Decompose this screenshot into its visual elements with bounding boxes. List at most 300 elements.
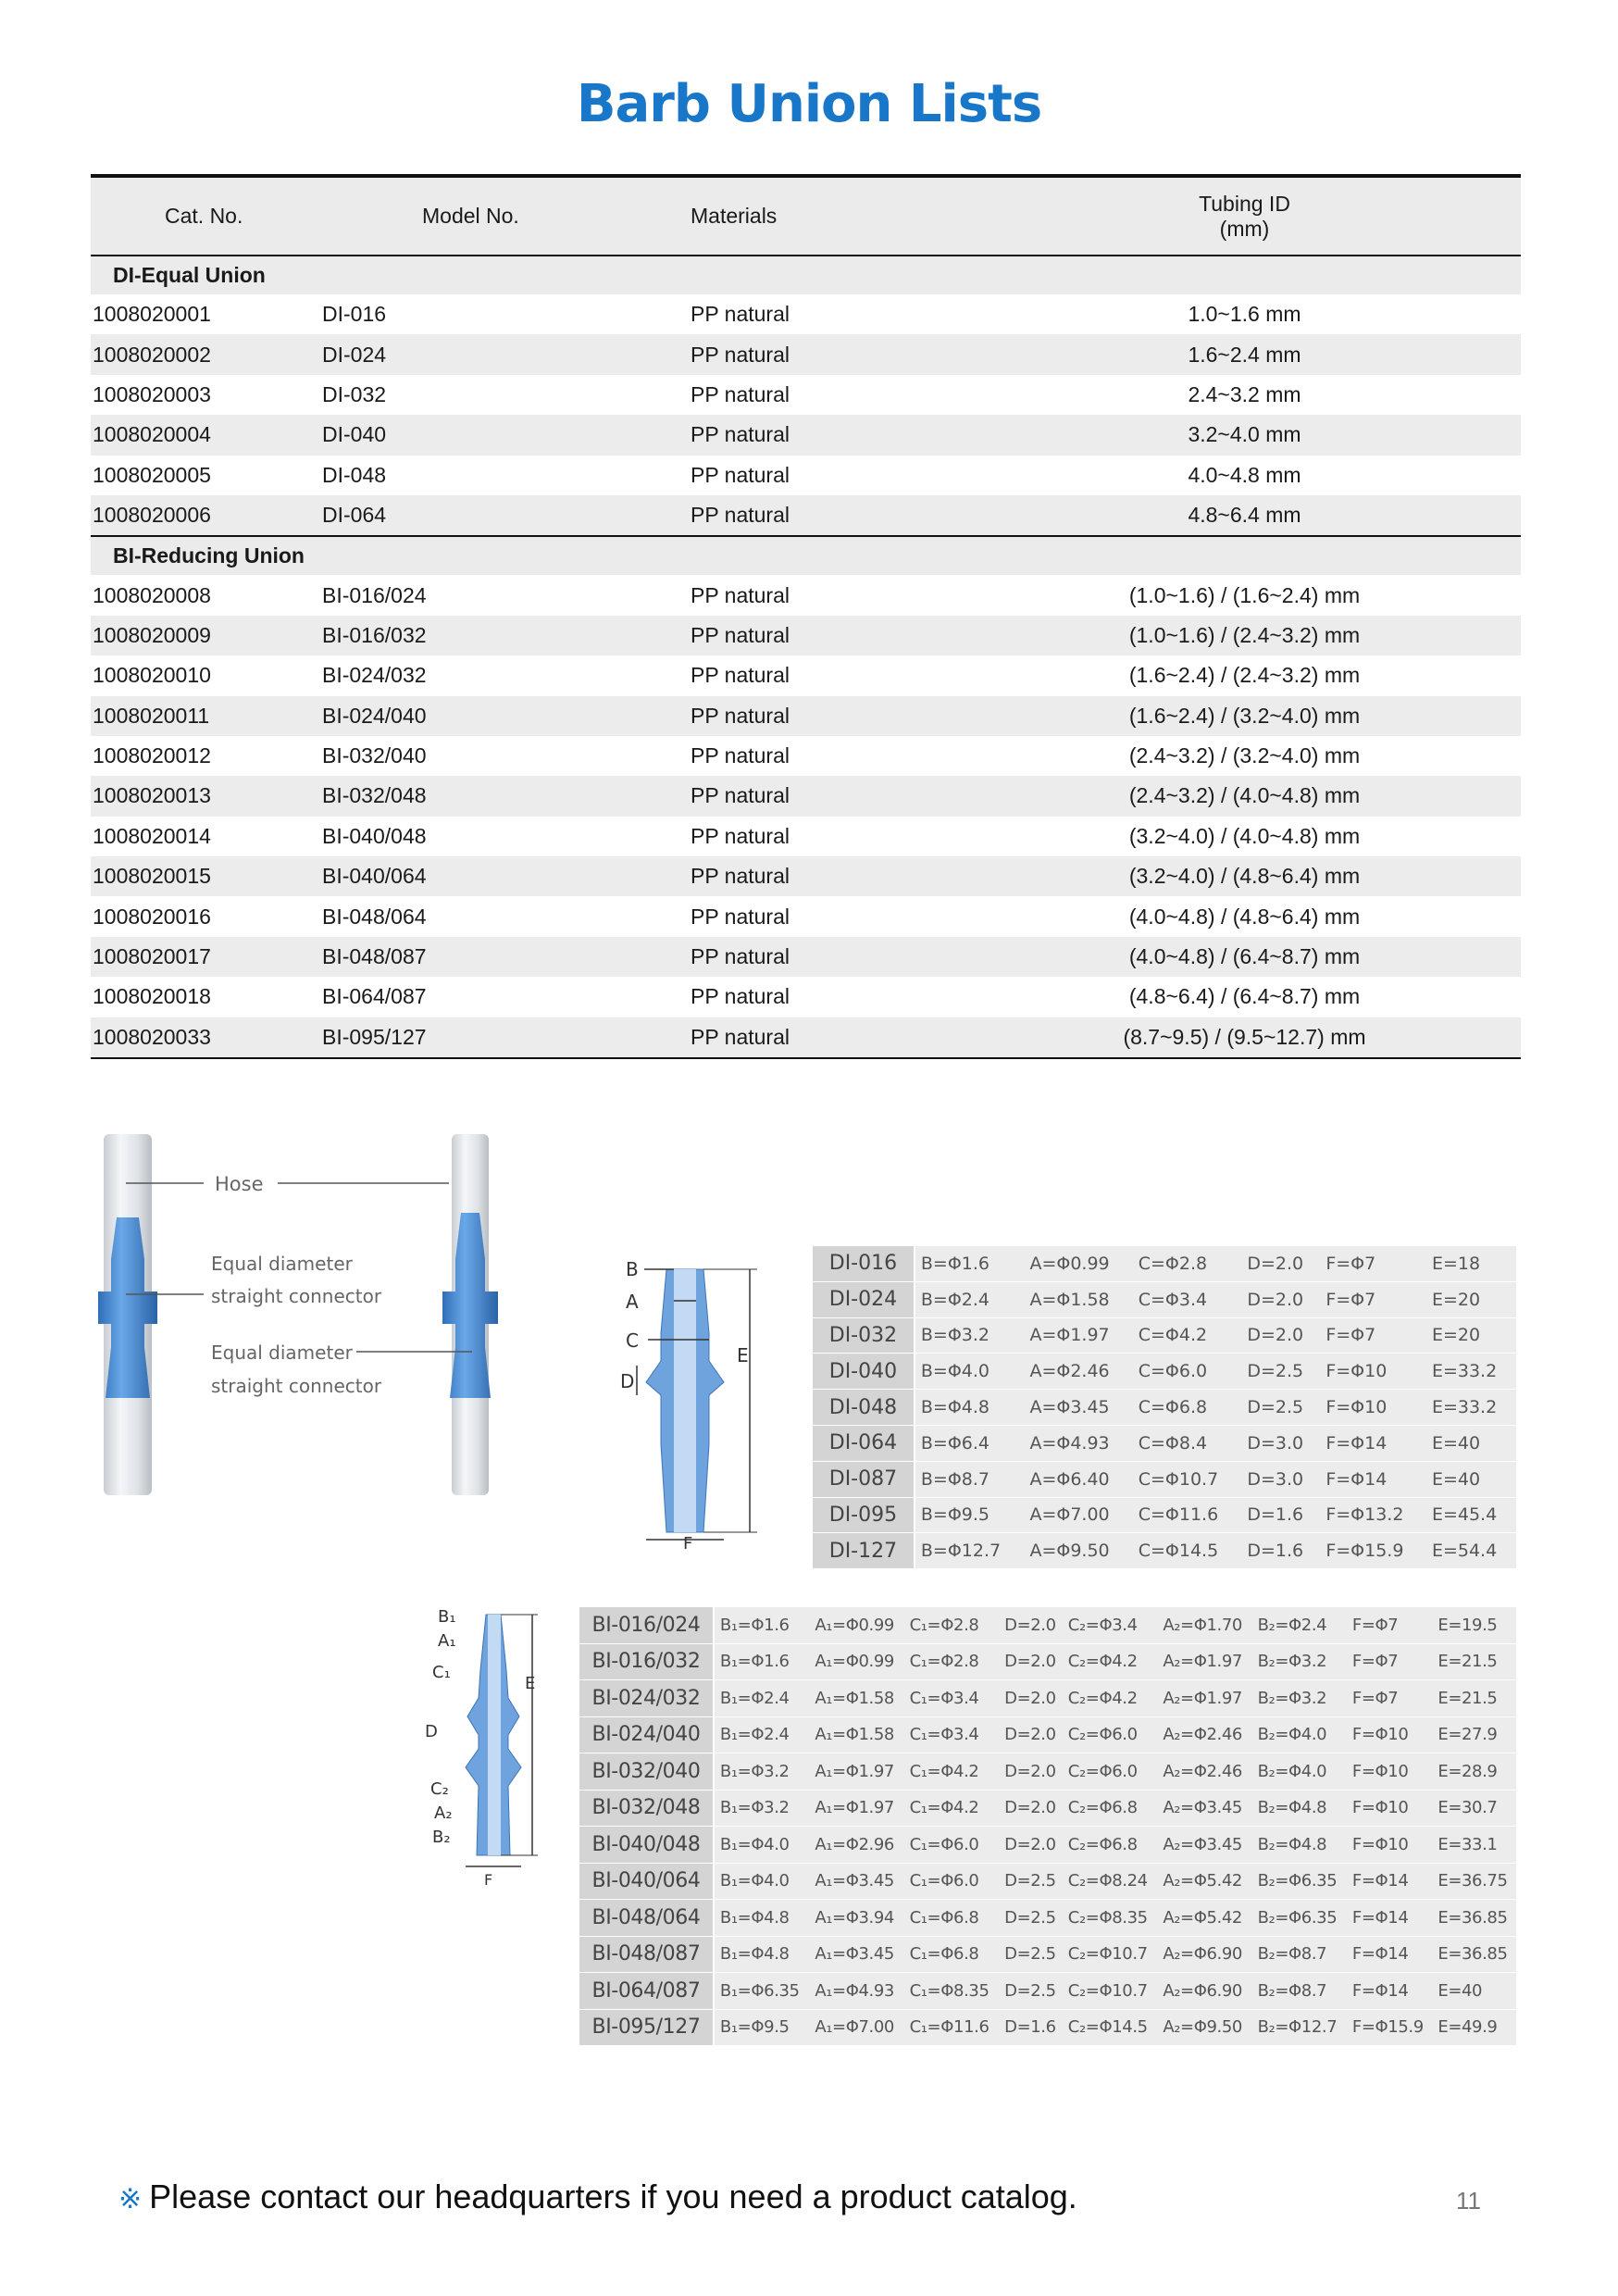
spec-value-cell: A₁=Φ3.45 (809, 1936, 903, 1973)
spec-row (813, 1246, 1516, 1281)
table-row (91, 896, 1521, 936)
spec-value-cell: E=19.5 (1432, 1607, 1516, 1643)
spec-value-cell: D=2.0 (1241, 1317, 1320, 1354)
spec-value-cell: E=49.9 (1432, 2009, 1516, 2046)
spec-value-cell: F=Φ10 (1347, 1753, 1432, 1791)
spec-value-cell: D=2.0 (999, 1753, 1063, 1791)
spec-value-cell: B₂=Φ8.7 (1252, 1973, 1347, 2010)
spec-value-cell: A=Φ1.97 (1024, 1317, 1132, 1354)
materials-cell: PP natural (614, 776, 968, 816)
spec-value-cell: A=Φ2.46 (1024, 1354, 1132, 1390)
spec-value-cell: E=21.5 (1432, 1680, 1516, 1717)
spec-value-cell: D=1.6 (1241, 1533, 1320, 1569)
cat-no-cell: 1008020013 (91, 776, 322, 816)
spec-value-cell: D=3.0 (1241, 1461, 1320, 1497)
di-bore (674, 1269, 696, 1532)
spec-row (813, 1317, 1516, 1354)
cat-no-cell: 1008020014 (93, 823, 211, 848)
spec-value-cell: C=Φ4.2 (1133, 1317, 1242, 1354)
header-cat-no: Cat. No. (91, 176, 322, 256)
spec-row (579, 1753, 1516, 1791)
spec-model-cell: BI-024/040 (579, 1716, 714, 1753)
spec-value-cell: A=Φ9.50 (1024, 1533, 1132, 1569)
model-no-cell: DI-016 (322, 302, 387, 327)
cat-no-cell: 1008020010 (93, 663, 211, 688)
spec-row (813, 1281, 1516, 1317)
spec-value-cell: F=Φ13.2 (1320, 1497, 1426, 1533)
materials-cell: PP natural (614, 495, 968, 536)
table-body (91, 256, 1521, 1058)
spec-value-cell: B=Φ4.0 (915, 1354, 1025, 1390)
spec-value-cell: B=Φ12.7 (915, 1533, 1025, 1569)
spec-model-cell: BI-064/087 (579, 1973, 714, 2010)
di-spec-table (813, 1246, 1516, 1569)
spec-model-cell: BI-024/032 (579, 1680, 714, 1717)
spec-value-cell: A₁=Φ1.58 (809, 1716, 903, 1753)
spec-value-cell: E=18 (1426, 1246, 1516, 1281)
spec-value-cell: A₂=Φ5.42 (1157, 1863, 1251, 1900)
spec-value-cell: E=54.4 (1426, 1533, 1516, 1569)
spec-value-cell: C=Φ6.8 (1133, 1390, 1242, 1426)
cat-no-cell: 1008020001 (93, 302, 211, 327)
spec-value-cell: A₂=Φ6.90 (1157, 1973, 1251, 2010)
page-title: Barb Union Lists (576, 74, 1042, 134)
tubing-id-cell: (2.4~3.2) / (4.0~4.8) mm (968, 776, 1521, 816)
spec-value-cell: E=30.7 (1432, 1790, 1516, 1827)
spec-value-cell: E=28.9 (1432, 1753, 1516, 1791)
spec-value-cell: A₁=Φ2.96 (809, 1827, 903, 1864)
model-no-cell: BI-040/064 (322, 856, 614, 896)
tubing-id-cell: (1.6~2.4) / (3.2~4.0) mm (968, 696, 1521, 736)
materials-cell: PP natural (691, 582, 790, 607)
spec-value-cell: F=Φ7 (1347, 1680, 1432, 1717)
spec-value-cell: F=Φ7 (1347, 1643, 1432, 1680)
tubing-id-cell: (4.8~6.4) / (6.4~8.7) mm (1128, 984, 1361, 1009)
bi-label-f: F (484, 1871, 493, 1889)
spec-value-cell: D=2.0 (1241, 1246, 1320, 1281)
spec-value-cell: A₁=Φ3.45 (809, 1863, 903, 1900)
spec-value-cell: E=33.2 (1426, 1354, 1516, 1390)
spec-value-cell: E=20 (1426, 1281, 1516, 1317)
spec-model-cell: BI-040/064 (579, 1863, 714, 1900)
spec-value-cell: F=Φ15.9 (1320, 1533, 1426, 1569)
spec-row (813, 1390, 1516, 1426)
section-header-row (91, 256, 1521, 294)
materials-cell: PP natural (691, 984, 790, 1009)
table-row (91, 817, 1521, 856)
spec-value-cell: A₁=Φ0.99 (809, 1607, 903, 1643)
cat-no-cell: 1008020017 (91, 937, 322, 977)
spec-value-cell: D=2.5 (999, 1863, 1063, 1900)
header-tubing-id (968, 176, 1521, 256)
tubing-id-cell: (3.2~4.0) / (4.0~4.8) mm (1128, 823, 1361, 848)
spec-model-cell: DI-048 (813, 1390, 915, 1426)
spec-row (579, 1863, 1516, 1900)
spec-value-cell: B=Φ2.4 (915, 1281, 1025, 1317)
materials-cell: PP natural (691, 663, 790, 688)
spec-value-cell: C₂=Φ6.8 (1063, 1827, 1158, 1864)
connector-label-1b: straight connector (211, 1285, 382, 1307)
spec-value-cell: A₁=Φ3.94 (809, 1900, 903, 1937)
section-title: DI-Equal Union (91, 256, 1521, 294)
spec-value-cell: C₁=Φ3.4 (904, 1716, 1000, 1753)
spec-model-cell: DI-032 (813, 1317, 915, 1354)
materials-cell: PP natural (691, 302, 790, 327)
spec-row (813, 1425, 1516, 1461)
materials-cell: PP natural (614, 1017, 968, 1058)
tubing-id-cell: (4.0~4.8) / (4.8~6.4) mm (1128, 904, 1361, 929)
di-label-e: E (737, 1344, 749, 1366)
spec-value-cell: A₁=Φ0.99 (809, 1643, 903, 1680)
table-row (91, 415, 1521, 455)
spec-value-cell: B=Φ8.7 (915, 1461, 1025, 1497)
spec-model-cell: BI-032/040 (579, 1753, 714, 1791)
cat-no-cell: 1008020033 (91, 1017, 322, 1058)
spec-value-cell: D=3.0 (1241, 1425, 1320, 1461)
spec-row (813, 1461, 1516, 1497)
spec-value-cell: A₂=Φ6.90 (1157, 1936, 1251, 1973)
spec-value-cell: E=40 (1426, 1461, 1516, 1497)
model-no-cell: DI-048 (322, 462, 387, 487)
spec-value-cell: C₁=Φ3.4 (904, 1680, 1000, 1717)
spec-value-cell: C=Φ3.4 (1133, 1281, 1242, 1317)
bi-bore (488, 1615, 501, 1855)
cat-no-cell: 1008020012 (93, 743, 211, 768)
spec-value-cell: D=2.0 (999, 1680, 1063, 1717)
hose-label: Hose (215, 1173, 264, 1195)
model-no-cell: BI-024/032 (322, 663, 427, 688)
bi-label-a2: A₂ (434, 1803, 453, 1823)
spec-row (813, 1533, 1516, 1569)
spec-value-cell: F=Φ7 (1320, 1281, 1426, 1317)
tubing-id-cell: 2.4~3.2 mm (1188, 381, 1301, 406)
spec-value-cell: C₁=Φ6.0 (904, 1827, 1000, 1864)
table-row (91, 495, 1521, 536)
tubing-id-cell: (1.6~2.4) / (2.4~3.2) mm (1128, 663, 1361, 688)
spec-model-cell: DI-024 (813, 1281, 915, 1317)
spec-value-cell: D=2.0 (999, 1607, 1063, 1643)
section-title: BI-Reducing Union (91, 536, 1521, 575)
materials-cell: PP natural (691, 462, 790, 487)
spec-value-cell: D=2.5 (1241, 1390, 1320, 1426)
table-row (91, 856, 1521, 896)
page-number: 11 (1456, 2187, 1481, 2215)
di-dimension-diagram (611, 1245, 778, 1551)
spec-value-cell: F=Φ14 (1347, 1900, 1432, 1937)
cat-no-cell: 1008020015 (91, 856, 322, 896)
table-row (91, 375, 1521, 415)
spec-value-cell: A₁=Φ1.97 (809, 1790, 903, 1827)
model-no-cell: BI-016/024 (322, 582, 427, 607)
spec-value-cell: A₂=Φ2.46 (1157, 1753, 1251, 1791)
spec-value-cell: A₂=Φ3.45 (1157, 1790, 1251, 1827)
spec-value-cell: F=Φ7 (1320, 1246, 1426, 1281)
model-no-cell: BI-095/127 (322, 1017, 614, 1058)
table-row (91, 655, 1521, 695)
spec-value-cell: A₂=Φ1.70 (1157, 1607, 1251, 1643)
spec-value-cell: C=Φ14.5 (1133, 1533, 1242, 1569)
spec-row (579, 1643, 1516, 1680)
spec-row (579, 1936, 1516, 1973)
spec-value-cell: C₂=Φ4.2 (1063, 1680, 1158, 1717)
connector-right (442, 1213, 498, 1398)
spec-value-cell: B=Φ9.5 (915, 1497, 1025, 1533)
table-row (91, 294, 1521, 334)
spec-value-cell: C₁=Φ4.2 (904, 1790, 1000, 1827)
cat-no-cell: 1008020009 (91, 616, 322, 655)
spec-model-cell: DI-040 (813, 1354, 915, 1390)
cat-no-cell: 1008020004 (91, 415, 322, 455)
spec-value-cell: B₁=Φ4.8 (714, 1900, 809, 1937)
spec-value-cell: A₂=Φ5.42 (1157, 1900, 1251, 1937)
footer-text: Please contact our headquarters if you need a product catalog. (149, 2177, 1077, 2215)
section-header-row (91, 536, 1521, 575)
spec-value-cell: B₂=Φ12.7 (1252, 2009, 1347, 2046)
spec-value-cell: C₁=Φ8.35 (904, 1973, 1000, 2010)
spec-value-cell: B₂=Φ6.35 (1252, 1900, 1347, 1937)
spec-value-cell: B₁=Φ4.8 (714, 1936, 809, 1973)
bi-label-b2: B₂ (432, 1828, 451, 1847)
spec-model-cell: DI-016 (813, 1246, 915, 1281)
table-row (91, 616, 1521, 655)
bi-label-c1: C₁ (432, 1663, 451, 1682)
tubing-id-cell: 3.2~4.0 mm (968, 415, 1521, 455)
spec-value-cell: A₁=Φ7.00 (809, 2009, 903, 2046)
di-label-f: F (683, 1534, 693, 1551)
spec-value-cell: B₂=Φ3.2 (1252, 1680, 1347, 1717)
bi-label-c2: C₂ (430, 1779, 449, 1799)
spec-value-cell: B₁=Φ3.2 (714, 1790, 809, 1827)
spec-model-cell: BI-040/048 (579, 1827, 714, 1864)
spec-value-cell: D=2.5 (1241, 1354, 1320, 1390)
model-no-cell: DI-064 (322, 495, 614, 536)
di-label-c: C (626, 1329, 639, 1352)
materials-cell: PP natural (614, 856, 968, 896)
materials-cell: PP natural (614, 334, 968, 374)
spec-value-cell: A₁=Φ4.93 (809, 1973, 903, 2010)
table-row (91, 937, 1521, 977)
spec-value-cell: B₂=Φ8.7 (1252, 1936, 1347, 1973)
cat-no-cell: 1008020008 (93, 582, 211, 607)
spec-value-cell: C₁=Φ11.6 (904, 2009, 1000, 2046)
spec-value-cell: F=Φ10 (1347, 1827, 1432, 1864)
spec-value-cell: B₁=Φ9.5 (714, 2009, 809, 2046)
cat-no-cell: 1008020003 (93, 381, 211, 406)
spec-value-cell: D=2.0 (999, 1716, 1063, 1753)
spec-value-cell: A₁=Φ1.58 (809, 1680, 903, 1717)
spec-value-cell: C₂=Φ10.7 (1063, 1973, 1158, 2010)
materials-cell: PP natural (614, 616, 968, 655)
header-tubing-line1: Tubing ID (1199, 191, 1290, 216)
materials-cell: PP natural (614, 415, 968, 455)
spec-value-cell: B₁=Φ1.6 (714, 1643, 809, 1680)
spec-value-cell: A=Φ1.58 (1024, 1281, 1132, 1317)
spec-value-cell: F=Φ10 (1347, 1790, 1432, 1827)
spec-value-cell: C₂=Φ6.0 (1063, 1716, 1158, 1753)
spec-row (579, 1973, 1516, 2010)
spec-value-cell: B₁=Φ1.6 (714, 1607, 809, 1643)
spec-value-cell: B₁=Φ2.4 (714, 1716, 809, 1753)
spec-value-cell: E=36.75 (1432, 1863, 1516, 1900)
spec-value-cell: F=Φ7 (1320, 1317, 1426, 1354)
table-row (91, 1017, 1521, 1058)
spec-value-cell: C₂=Φ8.35 (1063, 1900, 1158, 1937)
barb-union-table (91, 174, 1521, 1059)
table-row (91, 455, 1521, 495)
spec-value-cell: E=45.4 (1426, 1497, 1516, 1533)
spec-value-cell: F=Φ10 (1347, 1716, 1432, 1753)
spec-value-cell: F=Φ15.9 (1347, 2009, 1432, 2046)
spec-value-cell: C=Φ6.0 (1133, 1354, 1242, 1390)
spec-value-cell: E=33.2 (1426, 1390, 1516, 1426)
cat-no-cell: 1008020002 (91, 334, 322, 374)
spec-value-cell: D=2.5 (999, 1973, 1063, 2010)
di-label-d: D (620, 1370, 635, 1392)
spec-row (813, 1497, 1516, 1533)
table-row (91, 334, 1521, 374)
spec-value-cell: E=40 (1426, 1425, 1516, 1461)
cat-no-cell: 1008020011 (91, 696, 322, 736)
spec-value-cell: B₁=Φ3.2 (714, 1753, 809, 1791)
spec-value-cell: B₂=Φ2.4 (1252, 1607, 1347, 1643)
spec-value-cell: D=2.5 (999, 1900, 1063, 1937)
tubing-id-cell: 1.6~2.4 mm (968, 334, 1521, 374)
spec-model-cell: DI-087 (813, 1461, 915, 1497)
spec-value-cell: B₁=Φ2.4 (714, 1680, 809, 1717)
spec-row (579, 1827, 1516, 1864)
spec-row (579, 2009, 1516, 2046)
spec-value-cell: A=Φ6.40 (1024, 1461, 1132, 1497)
spec-value-cell: D=1.6 (999, 2009, 1063, 2046)
tubing-id-cell: (1.0~1.6) / (2.4~3.2) mm (968, 616, 1521, 655)
connector-label-2a: Equal diameter (211, 1341, 353, 1364)
spec-value-cell: F=Φ14 (1320, 1461, 1426, 1497)
spec-value-cell: B₂=Φ6.35 (1252, 1863, 1347, 1900)
bi-spec-table (579, 1607, 1516, 2046)
cat-no-cell: 1008020018 (93, 984, 211, 1009)
spec-value-cell: C=Φ11.6 (1133, 1497, 1242, 1533)
spec-model-cell: BI-048/087 (579, 1936, 714, 1973)
spec-value-cell: C₂=Φ3.4 (1063, 1607, 1158, 1643)
spec-value-cell: A=Φ7.00 (1024, 1497, 1132, 1533)
spec-value-cell: B₂=Φ3.2 (1252, 1643, 1347, 1680)
header-model-no: Model No. (322, 176, 614, 256)
spec-value-cell: C₁=Φ6.0 (904, 1863, 1000, 1900)
spec-value-cell: B₂=Φ4.0 (1252, 1753, 1347, 1791)
spec-value-cell: C=Φ2.8 (1133, 1246, 1242, 1281)
reference-mark-icon: ※ (118, 2184, 143, 2215)
tubing-id-cell: (8.7~9.5) / (9.5~12.7) mm (968, 1017, 1521, 1058)
bi-label-a1: A₁ (438, 1631, 456, 1651)
table-row (91, 696, 1521, 736)
spec-value-cell: A=Φ0.99 (1024, 1246, 1132, 1281)
cat-no-cell: 1008020016 (93, 904, 211, 929)
materials-cell: PP natural (691, 381, 790, 406)
spec-value-cell: E=40 (1432, 1973, 1516, 2010)
spec-value-cell: C₁=Φ4.2 (904, 1753, 1000, 1791)
model-no-cell: BI-016/032 (322, 616, 614, 655)
di-label-b: B (626, 1258, 639, 1280)
model-no-cell: BI-048/087 (322, 937, 614, 977)
spec-value-cell: A₁=Φ1.97 (809, 1753, 903, 1791)
spec-value-cell: C₂=Φ4.2 (1063, 1643, 1158, 1680)
model-no-cell: BI-032/040 (322, 743, 427, 768)
tubing-id-cell: (2.4~3.2) / (3.2~4.0) mm (1128, 743, 1361, 768)
materials-cell: PP natural (614, 937, 968, 977)
materials-cell: PP natural (691, 823, 790, 848)
spec-value-cell: F=Φ7 (1347, 1607, 1432, 1643)
spec-value-cell: C₁=Φ2.8 (904, 1607, 1000, 1643)
header-tubing-line2: (mm) (1219, 216, 1270, 241)
spec-model-cell: DI-127 (813, 1533, 915, 1569)
model-no-cell: BI-040/048 (322, 823, 427, 848)
spec-value-cell: D=2.0 (1241, 1281, 1320, 1317)
spec-row (579, 1716, 1516, 1753)
spec-value-cell: A=Φ3.45 (1024, 1390, 1132, 1426)
spec-value-cell: B₁=Φ4.0 (714, 1863, 809, 1900)
footer-note (118, 2177, 1077, 2216)
spec-model-cell: DI-064 (813, 1425, 915, 1461)
spec-value-cell: B=Φ1.6 (915, 1246, 1025, 1281)
spec-value-cell: E=21.5 (1432, 1643, 1516, 1680)
spec-model-cell: BI-095/127 (579, 2009, 714, 2046)
spec-value-cell: F=Φ10 (1320, 1390, 1426, 1426)
spec-value-cell: B₁=Φ6.35 (714, 1973, 809, 2010)
model-no-cell: BI-024/040 (322, 696, 614, 736)
spec-value-cell: C₁=Φ6.8 (904, 1936, 1000, 1973)
spec-value-cell: C₂=Φ8.24 (1063, 1863, 1158, 1900)
spec-model-cell: BI-016/024 (579, 1607, 714, 1643)
spec-value-cell: B₂=Φ4.8 (1252, 1827, 1347, 1864)
tubing-id-cell: (4.0~4.8) / (6.4~8.7) mm (968, 937, 1521, 977)
spec-value-cell: B=Φ4.8 (915, 1390, 1025, 1426)
spec-value-cell: F=Φ14 (1320, 1425, 1426, 1461)
spec-value-cell: B=Φ6.4 (915, 1425, 1025, 1461)
model-no-cell: BI-048/064 (322, 904, 427, 929)
spec-value-cell: E=33.1 (1432, 1827, 1516, 1864)
spec-value-cell: C=Φ10.7 (1133, 1461, 1242, 1497)
spec-value-cell: D=1.6 (1241, 1497, 1320, 1533)
spec-value-cell: A₂=Φ3.45 (1157, 1827, 1251, 1864)
spec-value-cell: E=36.85 (1432, 1900, 1516, 1937)
tubing-id-cell: 4.8~6.4 mm (968, 495, 1521, 536)
header-materials: Materials (614, 176, 968, 256)
spec-value-cell: F=Φ14 (1347, 1973, 1432, 2010)
spec-value-cell: D=2.0 (999, 1827, 1063, 1864)
spec-value-cell: B₂=Φ4.8 (1252, 1790, 1347, 1827)
cat-no-cell: 1008020006 (91, 495, 322, 536)
spec-row (579, 1790, 1516, 1827)
connector-label-1a: Equal diameter (211, 1253, 353, 1275)
table-row (91, 977, 1521, 1017)
bi-label-e: E (525, 1674, 536, 1693)
spec-row (579, 1900, 1516, 1937)
bi-label-b1: B₁ (438, 1607, 456, 1627)
spec-value-cell: C₁=Φ6.8 (904, 1900, 1000, 1937)
spec-row (579, 1607, 1516, 1643)
spec-value-cell: C₂=Φ6.8 (1063, 1790, 1158, 1827)
model-no-cell: DI-032 (322, 381, 387, 406)
spec-value-cell: F=Φ14 (1347, 1936, 1432, 1973)
spec-value-cell: C₂=Φ6.0 (1063, 1753, 1158, 1791)
materials-cell: PP natural (691, 904, 790, 929)
spec-value-cell: C₂=Φ14.5 (1063, 2009, 1158, 2046)
model-no-cell: DI-024 (322, 334, 614, 374)
table-header-row (91, 176, 1521, 256)
spec-value-cell: F=Φ14 (1347, 1863, 1432, 1900)
spec-value-cell: A₂=Φ2.46 (1157, 1716, 1251, 1753)
spec-value-cell: C=Φ8.4 (1133, 1425, 1242, 1461)
